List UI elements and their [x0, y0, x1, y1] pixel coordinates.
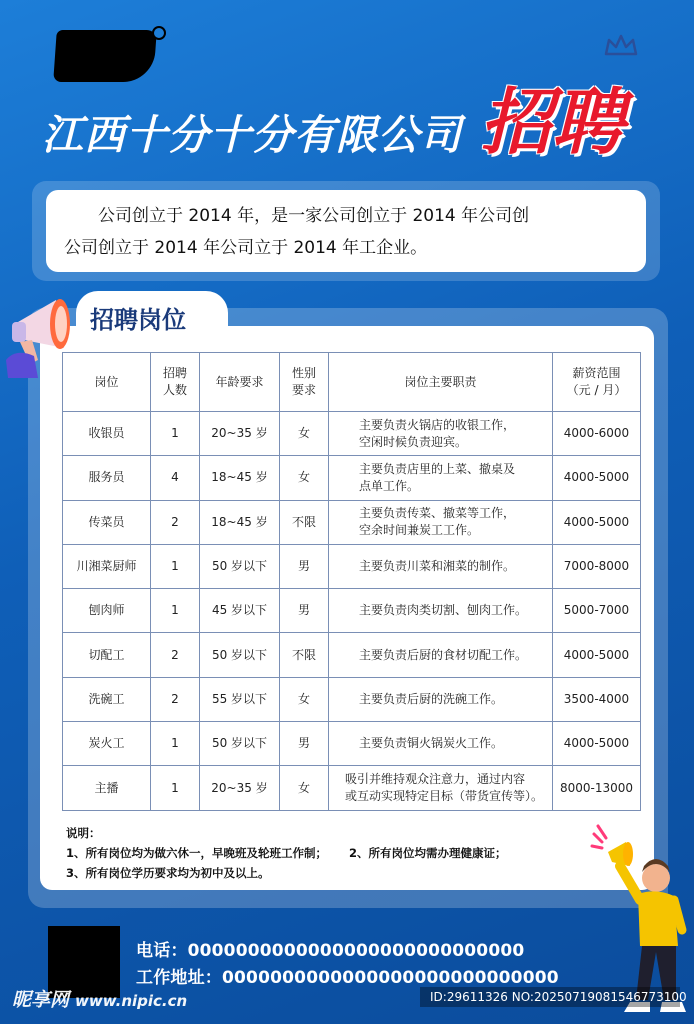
table-row	[63, 589, 641, 633]
cell-salary: 4000-6000	[553, 412, 641, 456]
header-count: 招聘 人数	[151, 353, 200, 412]
notes-line-2: 3、所有岗位学历要求均为初中及以上。	[66, 866, 270, 880]
cell-duty: 主要负责店里的上菜、撤桌及 点单工作。	[329, 456, 553, 500]
logo-placeholder	[53, 30, 157, 82]
cell-duty: 吸引并维持观众注意力，通过内容 或互动实现特定目标（带货宣传等）。	[329, 766, 553, 810]
intro-line-1: 公司创立于 2014 年，是一家公司创立于 2014 年公司创	[98, 206, 530, 226]
cell-position: 洗碗工	[63, 677, 151, 721]
notes	[66, 823, 646, 883]
company-title: 江西十分十分有限公司	[42, 111, 462, 159]
section-title: 招聘岗位	[76, 291, 228, 337]
table-row	[63, 766, 641, 810]
cell-salary: 5000-7000	[553, 589, 641, 633]
cell-position: 收银员	[63, 412, 151, 456]
cell-age: 50 岁以下	[200, 633, 280, 677]
cell-gender: 不限	[280, 633, 329, 677]
cell-gender: 不限	[280, 500, 329, 544]
cell-salary: 8000-13000	[553, 766, 641, 810]
cell-age: 55 岁以下	[200, 677, 280, 721]
cell-count: 4	[151, 456, 200, 500]
cell-position: 切配工	[63, 633, 151, 677]
intro-box	[46, 190, 646, 272]
cell-gender: 女	[280, 456, 329, 500]
cell-gender: 男	[280, 589, 329, 633]
cell-gender: 女	[280, 677, 329, 721]
cell-age: 50 岁以下	[200, 544, 280, 588]
notes-title: 说明：	[66, 826, 101, 840]
jobs-table	[62, 352, 641, 811]
cell-position: 主播	[63, 766, 151, 810]
cell-salary: 4000-5000	[553, 722, 641, 766]
cell-position: 川湘菜厨师	[63, 544, 151, 588]
cell-age: 18~45 岁	[200, 456, 280, 500]
cell-age: 20~35 岁	[200, 412, 280, 456]
cell-salary: 4000-5000	[553, 456, 641, 500]
cell-position: 炭火工	[63, 722, 151, 766]
logo-dot-icon	[152, 26, 166, 40]
cell-count: 2	[151, 677, 200, 721]
cell-count: 1	[151, 412, 200, 456]
table-row	[63, 456, 641, 500]
cell-salary: 4000-5000	[553, 500, 641, 544]
cell-age: 20~35 岁	[200, 766, 280, 810]
cell-gender: 男	[280, 544, 329, 588]
cell-duty: 主要负责传菜、撤菜等工作， 空余时间兼炭工工作。	[329, 500, 553, 544]
notes-line-1: 1、所有岗位均为做六休一，早晚班及轮班工作制； 2、所有岗位均需办理健康证；	[66, 846, 507, 860]
header-age: 年龄要求	[200, 353, 280, 412]
cell-gender: 女	[280, 766, 329, 810]
cell-duty: 主要负责川菜和湘菜的制作。	[329, 544, 553, 588]
header-gender: 性别 要求	[280, 353, 329, 412]
header-salary: 薪资范围 （元 / 月）	[553, 353, 641, 412]
cell-duty: 主要负责火锅店的收银工作， 空闲时候负责迎宾。	[329, 412, 553, 456]
cell-count: 1	[151, 589, 200, 633]
watermark-id: ID:29611326 NO:20250719081546773100	[420, 987, 680, 1007]
table-row	[63, 500, 641, 544]
cell-duty: 主要负责后厨的食材切配工作。	[329, 633, 553, 677]
cell-position: 刨肉师	[63, 589, 151, 633]
header-position: 岗位	[63, 353, 151, 412]
cell-count: 1	[151, 766, 200, 810]
cell-count: 1	[151, 544, 200, 588]
cell-duty: 主要负责后厨的洗碗工作。	[329, 677, 553, 721]
cell-position: 传菜员	[63, 500, 151, 544]
intro-line-2: 公司创立于 2014 年公司立于 2014 年工企业。	[64, 238, 428, 258]
table-row	[63, 412, 641, 456]
table-row	[63, 677, 641, 721]
cell-salary: 4000-5000	[553, 633, 641, 677]
cell-position: 服务员	[63, 456, 151, 500]
cell-count: 2	[151, 633, 200, 677]
contact-address: 工作地址：0000000000000000000000000000	[136, 968, 559, 988]
cell-age: 45 岁以下	[200, 589, 280, 633]
crown-icon	[604, 34, 638, 58]
cell-salary: 3500-4000	[553, 677, 641, 721]
table-row	[63, 633, 641, 677]
cell-salary: 7000-8000	[553, 544, 641, 588]
watermark-brand: 昵享网 www.nipic.cn	[12, 989, 188, 1011]
table-row	[63, 544, 641, 588]
hiring-title: 招聘	[480, 80, 625, 164]
table-header-row	[63, 353, 641, 412]
cell-age: 18~45 岁	[200, 500, 280, 544]
cell-duty: 主要负责肉类切割、刨肉工作。	[329, 589, 553, 633]
cell-count: 1	[151, 722, 200, 766]
cell-age: 50 岁以下	[200, 722, 280, 766]
contact-phone: 电话：0000000000000000000000000000	[136, 941, 525, 961]
header-duty: 岗位主要职责	[329, 353, 553, 412]
cell-duty: 主要负责铜火锅炭火工作。	[329, 722, 553, 766]
table-row	[63, 722, 641, 766]
cell-count: 2	[151, 500, 200, 544]
cell-gender: 男	[280, 722, 329, 766]
cell-gender: 女	[280, 412, 329, 456]
